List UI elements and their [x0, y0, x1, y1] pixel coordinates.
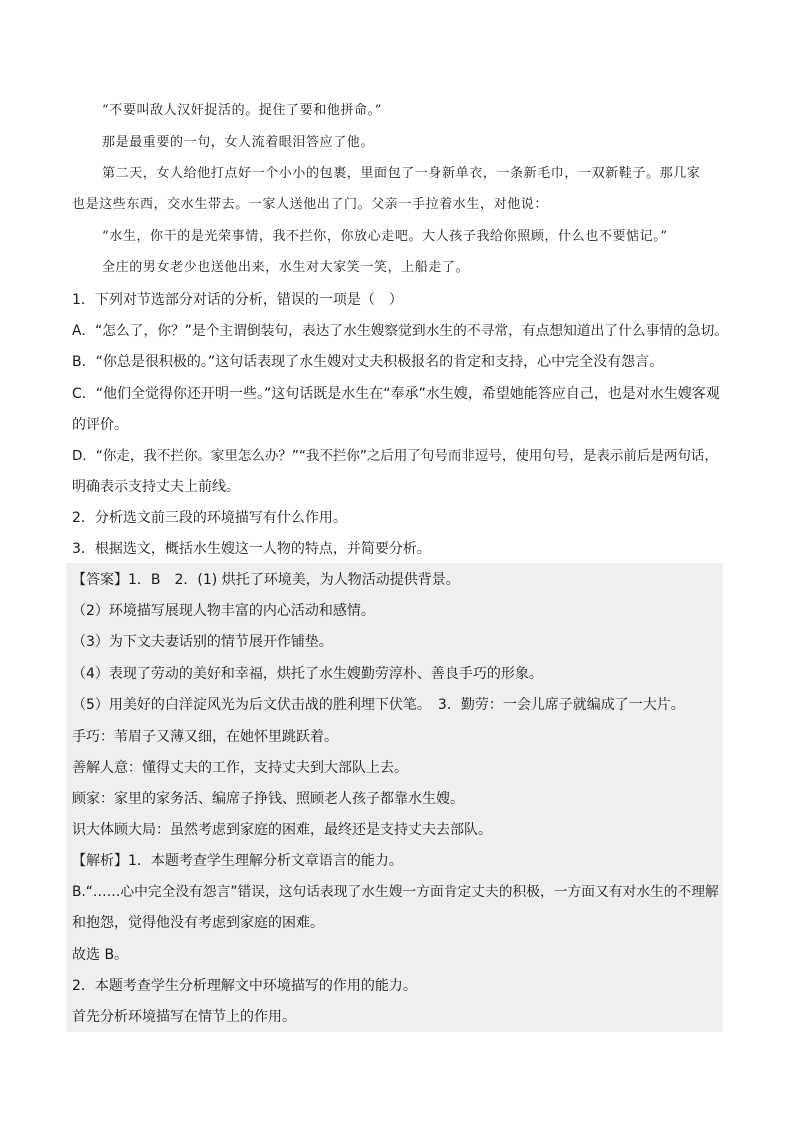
analysis-line: 和抱怨，觉得他没有考虑到家庭的困难。: [72, 915, 324, 931]
answer-line: 识大体顾大局：虽然考虑到家庭的困难，最终还是支持丈夫去部队。: [72, 822, 492, 838]
analysis-line: 故选 B。: [72, 947, 129, 963]
analysis-line: 首先分析环境描写在情节上的作用。: [72, 1009, 296, 1025]
answer-line: （3）为下文夫妻话别的情节展开作铺垫。: [72, 634, 333, 650]
question-1-option-b: B．“你总是很积极的。”这句话表现了水生嫂对丈夫积极报名的肯定和支持，心中完全没有怨言。: [72, 354, 664, 370]
answer-line: 【答案】1．B 2．(1) 烘托了环境美，为人物活动提供背景。: [72, 572, 460, 588]
passage-paragraph: “水生，你干的是光荣事情，我不拦你，你放心走吧。大人孩子我给你照顾，什么也不要惦记。”: [102, 229, 668, 244]
question-1-option-a: A．“怎么了，你？”是个主谓倒装句，表达了水生嫂察觉到水生的不寻常，有点想知道出了什么事情的急切。: [72, 323, 729, 339]
analysis-line: B.“……心中完全没有怨言”错误，这句话表现了水生嫂一方面肯定丈夫的积极，一方面又有对水生的不理解: [72, 884, 719, 900]
question-1-option-d-continued: 明确表示支持丈夫上前线。: [72, 479, 240, 495]
question-2: 2．分析选文前三段的环境描写有什么作用。: [72, 510, 347, 526]
answer-line: （5）用美好的白洋淀风光为后文伏击战的胜利埋下伏笔。 3．勤劳：一会儿席子就编成了一大片。: [72, 697, 685, 713]
question-1-option-c: C．“他们全觉得你还开明一些。”这句话既是水生在“奉承”水生嫂，希望她能答应自己，也是对水生嫂客观: [72, 386, 720, 402]
answer-line: 顾家：家里的家务活、编席子挣钱、照顾老人孩子都靠水生嫂。: [72, 791, 464, 807]
answer-line: 手巧：苇眉子又薄又细，在她怀里跳跃着。: [72, 729, 338, 745]
passage-paragraph: 第二天，女人给他打点好一个小小的包裹，里面包了一身新单衣，一条新毛巾，一双新鞋子。那几家: [102, 166, 701, 181]
analysis-line: 2．本题考查学生分析理解文中环境描写的作用的能力。: [72, 978, 417, 994]
question-3: 3．根据选文，概括水生嫂这一人物的特点，并简要分析。: [72, 541, 431, 557]
answer-line: （4）表现了劳动的美好和幸福，烘托了水生嫂勤劳淳朴、善良手巧的形象。: [72, 666, 543, 682]
passage-paragraph: 全庄的男女老少也送他出来，水生对大家笑一笑，上船走了。: [102, 260, 470, 275]
passage-paragraph: “不要叫敌人汉奸捉活的。捉住了要和他拼命。”: [102, 103, 382, 118]
answer-line: （2）环境描写展现人物丰富的内心活动和感情。: [72, 603, 375, 619]
passage-paragraph-continued: 也是这些东西，交水生带去。一家人送他出了门。父亲一手拉着水生，对他说：: [72, 197, 549, 212]
passage-paragraph: 那是最重要的一句，女人流着眼泪答应了他。: [102, 135, 375, 150]
question-1-option-c-continued: 的评价。: [72, 417, 128, 433]
question-1-stem: 1．下列对节选部分对话的分析，错误的一项是（ ）: [72, 292, 403, 308]
answer-line: 善解人意：懂得丈夫的工作，支持丈夫到大部队上去。: [72, 760, 408, 776]
analysis-line: 【解析】1．本题考查学生理解分析文章语言的能力。: [72, 853, 403, 869]
question-1-option-d: D．“你走，我不拦你。家里怎么办？”“我不拦你”之后用了句号而非逗号，使用句号，是表示前后是两句话，: [72, 448, 718, 464]
